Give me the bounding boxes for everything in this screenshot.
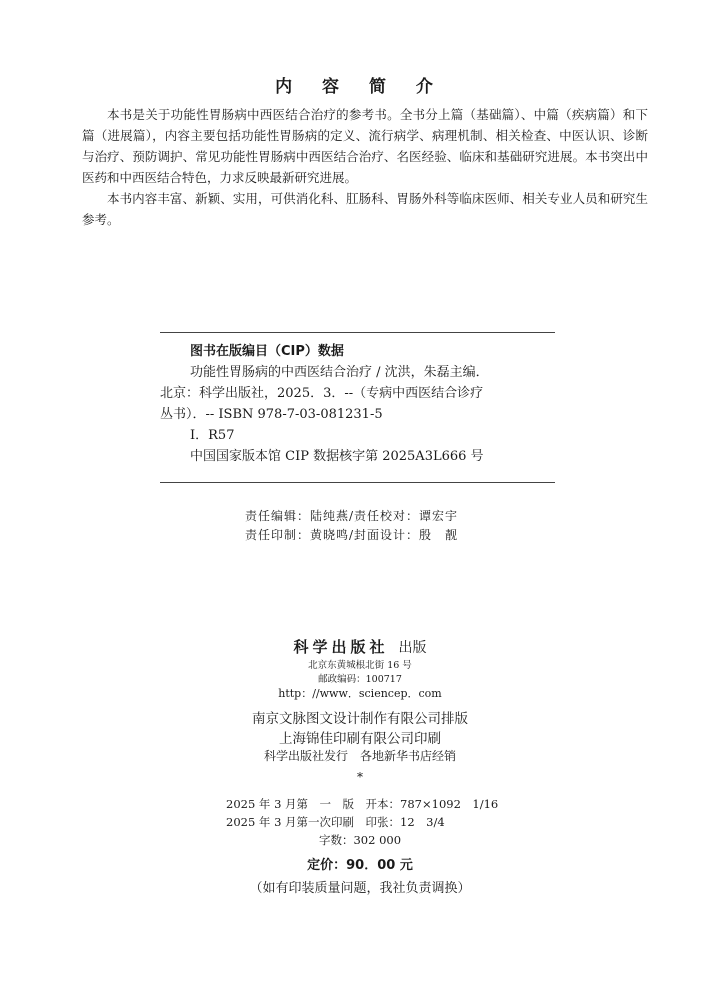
publisher-action: 出版 xyxy=(398,640,427,656)
cip-line: 北京：科学出版社，2025．3．--（专病中西医结合诊疗 xyxy=(160,386,484,401)
impression-line: 2025 年 3 月第一次印刷 印张：12 3/4 xyxy=(226,815,445,829)
edition-line: 2025 年 3 月第 一 版 开本：787×1092 1/16 xyxy=(226,797,499,811)
publisher-postcode: 邮政编码：100717 xyxy=(318,674,402,685)
cip-line: 功能性胃肠病的中西医结合治疗 / 沈洪，朱磊主编． xyxy=(190,365,489,380)
publisher-line xyxy=(0,636,720,657)
distribution-line: 科学出版社发行 各地新华书店经销 xyxy=(263,749,456,763)
quality-notice: （如有印装质量问题，我社负责调换） xyxy=(249,881,471,896)
word-count: 字数：302 000 xyxy=(318,833,402,847)
price: 定价：90．00 元 xyxy=(307,858,413,873)
cip-heading: 图书在版编目（CIP）数据 xyxy=(190,344,344,359)
publisher-url: http：//www．sciencep．com xyxy=(278,687,442,700)
separator-star: * xyxy=(357,770,363,784)
cip-line: 中国国家版本馆 CIP 数据核字第 2025A3L666 号 xyxy=(190,449,484,464)
credits-block xyxy=(245,507,545,545)
cip-line: Ⅰ．R57 xyxy=(190,428,235,443)
publisher-address: 北京东黄城根北街 16 号 xyxy=(308,660,412,671)
summary-title: 内 容 简 介 xyxy=(275,77,445,97)
summary-body xyxy=(82,104,648,230)
cip-bottom-rule xyxy=(160,482,555,483)
cip-line: 丛书）．-- ISBN 978-7-03-081231-5 xyxy=(160,407,383,422)
summary-paragraph: 本书是关于功能性胃肠病中西医结合治疗的参考书。全书分上篇（基础篇）、中篇（疾病篇）和下篇（进展篇），内容主要包括功能性胃肠病的定义、流行病学、病理机制、相关检查、中医认识、诊断与治疗、预防调护、常见功能性胃肠病中西医结合治疗、名医经验、临床和基础研究进展。本书突出中医药和中西医结合特色，力求反映最新研究进展。 xyxy=(82,107,648,185)
cip-block xyxy=(160,341,555,467)
publisher-logo: 科学出版社 xyxy=(293,638,389,656)
printer-line: 上海锦佳印刷有限公司印刷 xyxy=(279,731,441,747)
cip-top-rule xyxy=(160,332,555,333)
credits-line: 责任编辑：陆纯燕/责任校对：谭宏宇 xyxy=(245,509,459,523)
typesetter-line: 南京文脉图文设计制作有限公司排版 xyxy=(252,711,468,727)
summary-paragraph: 本书内容丰富、新颖、实用，可供消化科、肛肠科、胃肠外科等临床医师、相关专业人员和研究生参考。 xyxy=(82,191,648,227)
credits-line: 责任印制：黄晓鸣/封面设计：殷 靓 xyxy=(245,528,459,542)
